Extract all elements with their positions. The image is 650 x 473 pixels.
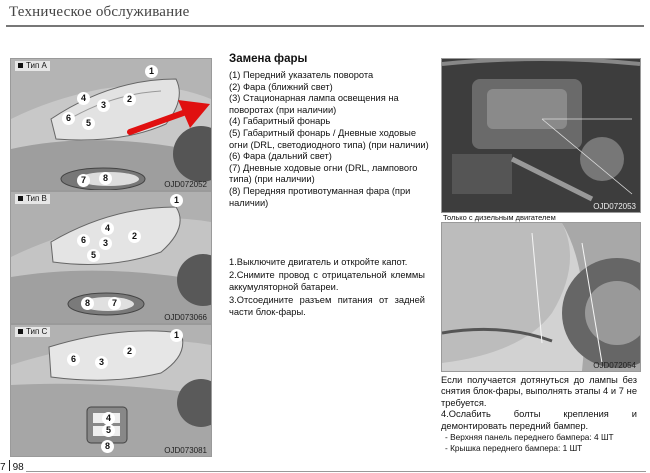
callout-number: 7 (77, 174, 90, 187)
photo-tag: Тип C (15, 327, 50, 337)
callout-number: 1 (170, 329, 183, 342)
legend-item: (1) Передний указатель поворота (229, 70, 374, 80)
callout-number: 3 (95, 356, 108, 369)
photo-code: OJD072054 (593, 361, 636, 370)
step-item: 1.Выключите двигатель и откройте капот. (229, 257, 408, 267)
step-item: 2.Снимите провод с отрицательной клеммы аккумуляторной батареи. (229, 270, 425, 292)
page-header-title: Техническое обслуживание (9, 4, 190, 20)
callout-number: 5 (82, 117, 95, 130)
callout-number: 8 (81, 297, 94, 310)
photo-tag: Тип B (15, 194, 50, 204)
legend-item: (4) Габаритный фонарь (229, 116, 331, 127)
page-number: 98 (12, 462, 24, 473)
photo-code: OJD073081 (164, 446, 207, 455)
bullet-item: - Верхняя панель переднего бампера: 4 ШТ (445, 432, 614, 443)
photo-code: OJD072052 (164, 180, 207, 189)
header-rule (6, 25, 644, 27)
bullet-item: - Крышка переднего бампера: 1 ШТ (445, 443, 583, 454)
legend-item: (5) Габаритный фонарь / Дневные ходовые огни (DRL, светодиодного типа) (при наличии) (229, 127, 429, 150)
red-arrow-icon (126, 98, 216, 148)
callout-number: 4 (102, 412, 115, 425)
photo-engine-bay (441, 58, 641, 213)
callout-number: 2 (128, 230, 141, 243)
photo-type-b (10, 191, 212, 324)
photo-tag: Тип A (15, 61, 50, 71)
photo-type-c (10, 324, 212, 457)
callout-number: 5 (87, 249, 100, 262)
front-bumper-illustration (442, 223, 640, 371)
callout-number: 6 (67, 353, 80, 366)
callout-number: 6 (77, 234, 90, 247)
callout-number: 5 (102, 424, 115, 437)
step-item: 4.Ослабить болты крепления и демонтировать передний бампер. (441, 409, 637, 431)
diesel-only-label: Только с дизельным двигателем (443, 213, 556, 222)
footer-rule (26, 471, 646, 472)
legend-item: (6) Фара (дальний свет) (229, 151, 332, 162)
callout-number: 8 (99, 172, 112, 185)
engine-bay-illustration (442, 59, 640, 212)
callout-number: 4 (77, 92, 90, 105)
callout-number: 3 (97, 99, 110, 112)
legend-item: (3) Стационарная лампа освещения на поворотах (при наличии) (229, 93, 399, 115)
photo-diesel (441, 222, 641, 372)
callout-number: 7 (108, 297, 121, 310)
chapter-number: 7 (0, 462, 6, 473)
right-column-text (441, 375, 637, 454)
footer-separator (9, 460, 10, 471)
legend-item: (7) Дневные ходовые огни (DRL, лампового типа) (при наличии) (229, 162, 418, 185)
callout-number: 6 (62, 112, 75, 125)
callout-number: 2 (123, 345, 136, 358)
note-paragraph: Если получается дотянуться до лампы без снятия блок-фары, выполнять этапы 4 и 7 не требуется. (441, 375, 637, 408)
photo-code: OJD072053 (593, 202, 636, 211)
step-item: 3.Отсоедините разъем питания от задней части блок-фары. (229, 295, 425, 317)
callout-number: 4 (101, 222, 114, 235)
steps-list (229, 257, 425, 320)
legend-list (229, 70, 434, 209)
callout-number: 3 (99, 237, 112, 250)
photo-code: OJD073066 (164, 313, 207, 322)
legend-item: (8) Передняя противотуманная фара (при наличии) (229, 185, 411, 208)
page-footer (0, 460, 24, 473)
legend-item: (2) Фара (ближний свет) (229, 81, 333, 92)
callout-number: 8 (101, 440, 114, 453)
callout-number: 1 (170, 194, 183, 207)
section-title: Замена фары (229, 53, 308, 65)
callout-number: 2 (123, 93, 136, 106)
callout-number: 1 (145, 65, 158, 78)
